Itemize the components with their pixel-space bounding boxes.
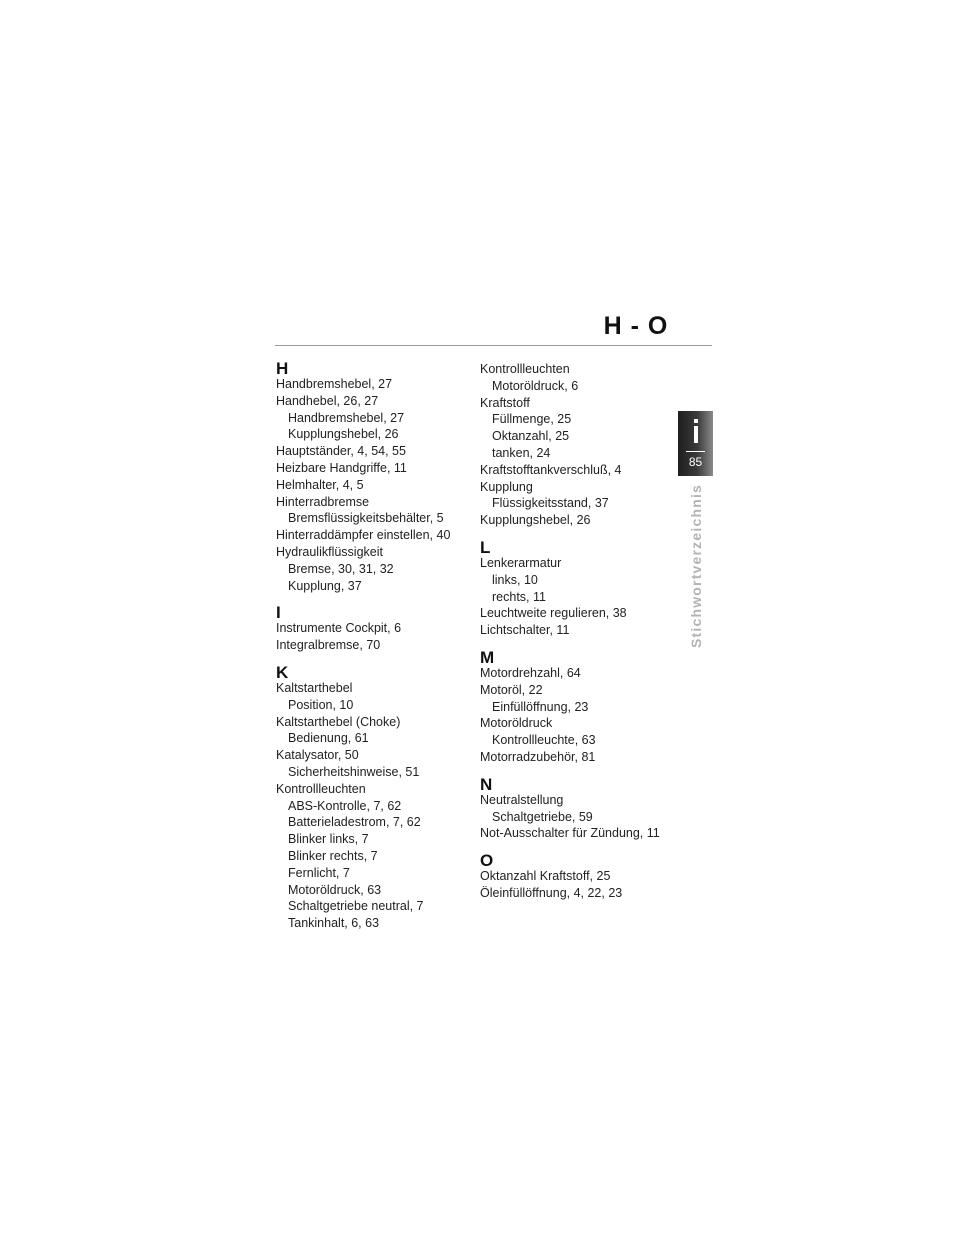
index-entry: Kontrollleuchten bbox=[276, 781, 366, 796]
index-entry: Instrumente Cockpit, 6 bbox=[276, 621, 402, 636]
index-group bbox=[276, 361, 476, 594]
index-entry: Not-Ausschalter für Zündung, 11 bbox=[480, 826, 660, 841]
index-entry: Hauptständer, 4, 54, 55 bbox=[276, 444, 406, 459]
index-subentry: Kupplung, 37 bbox=[288, 578, 362, 593]
index-subentry: Kontrollleuchte, 63 bbox=[492, 733, 596, 748]
index-subentry: Blinker rechts, 7 bbox=[288, 848, 378, 863]
index-subentry: Blinker links, 7 bbox=[288, 832, 369, 847]
index-column-right bbox=[480, 361, 690, 913]
index-entry: Motoröldruck bbox=[480, 716, 553, 731]
index-subentry: Schaltgetriebe neutral, 7 bbox=[288, 899, 424, 914]
index-subentry: Motoröldruck, 63 bbox=[288, 882, 382, 897]
index-subentry: Schaltgetriebe, 59 bbox=[492, 809, 593, 824]
index-entry: Kupplung bbox=[480, 479, 533, 494]
index-subentry: rechts, 11 bbox=[492, 589, 546, 604]
index-subentry: Kupplungshebel, 26 bbox=[288, 427, 399, 442]
index-entry: Kaltstarthebel (Choke) bbox=[276, 714, 401, 729]
index-subentry: Bedienung, 61 bbox=[288, 731, 369, 746]
index-entry: Motordrehzahl, 64 bbox=[480, 665, 581, 680]
index-group bbox=[480, 361, 690, 529]
index-subentry: Bremsflüssigkeitsbehälter, 5 bbox=[288, 511, 444, 526]
index-entry: Öleinfüllöffnung, 4, 22, 23 bbox=[480, 885, 623, 900]
index-subentry: Fernlicht, 7 bbox=[288, 865, 350, 880]
index-entry: Leuchtweite regulieren, 38 bbox=[480, 606, 627, 621]
index-entry: Kraftstofftankverschluß, 4 bbox=[480, 462, 622, 477]
index-column-left bbox=[276, 361, 476, 943]
index-group bbox=[276, 605, 476, 654]
title-divider bbox=[275, 345, 712, 346]
index-entry: Motoröl, 22 bbox=[480, 682, 543, 697]
index-subentry: Bremse, 30, 31, 32 bbox=[288, 561, 394, 576]
index-entry: Neutralstellung bbox=[480, 792, 564, 807]
index-entry: Helmhalter, 4, 5 bbox=[276, 477, 364, 492]
index-letter-heading: I bbox=[276, 603, 281, 623]
index-subentry: tanken, 24 bbox=[492, 445, 551, 460]
index-entry: Katalysator, 50 bbox=[276, 748, 359, 763]
index-entry: Oktanzahl Kraftstoff, 25 bbox=[480, 869, 611, 884]
index-letter-heading: L bbox=[480, 537, 491, 557]
index-subentry: Füllmenge, 25 bbox=[492, 412, 572, 427]
index-entry: Hinterradbremse bbox=[276, 494, 370, 509]
index-entry: Hydraulikflüssigkeit bbox=[276, 544, 383, 559]
index-subentry: Motoröldruck, 6 bbox=[492, 378, 579, 393]
index-entry: Heizbare Handgriffe, 11 bbox=[276, 460, 407, 475]
index-subentry: Position, 10 bbox=[288, 697, 354, 712]
index-entry: Kaltstarthebel bbox=[276, 680, 353, 695]
section-side-label: Stichwortverzeichnis bbox=[688, 483, 704, 649]
index-group bbox=[480, 853, 690, 902]
index-entry: Kupplungshebel, 26 bbox=[480, 513, 591, 528]
index-letter-heading: M bbox=[480, 647, 495, 667]
index-subentry: Einfüllöffnung, 23 bbox=[492, 699, 589, 714]
index-subentry: links, 10 bbox=[492, 572, 538, 587]
index-group bbox=[480, 774, 690, 842]
index-entry: Handhebel, 26, 27 bbox=[276, 393, 379, 408]
index-entry: Handbremshebel, 27 bbox=[276, 377, 393, 391]
index-subentry: Tankinhalt, 6, 63 bbox=[288, 916, 380, 931]
index-group bbox=[276, 662, 476, 932]
index-entry: Lenkerarmatur bbox=[480, 555, 562, 570]
index-entry: Lichtschalter, 11 bbox=[480, 623, 570, 638]
index-letter-heading: K bbox=[276, 662, 289, 682]
index-entry: Kraftstoff bbox=[480, 395, 530, 410]
index-entry: Integralbremse, 70 bbox=[276, 638, 381, 653]
index-entry: Motorradzubehör, 81 bbox=[480, 749, 596, 764]
index-group bbox=[480, 537, 690, 639]
index-subentry: Oktanzahl, 25 bbox=[492, 429, 570, 444]
index-entry: Hinterraddämpfer einstellen, 40 bbox=[276, 528, 451, 543]
index-subentry: Batterieladestrom, 7, 62 bbox=[288, 815, 421, 830]
page-title: H - O bbox=[603, 312, 669, 340]
index-subentry: Sicherheitshinweise, 51 bbox=[288, 764, 420, 779]
page-number: 85 bbox=[688, 455, 703, 469]
index-subentry: Flüssigkeitsstand, 37 bbox=[492, 496, 609, 511]
index-subentry: Handbremshebel, 27 bbox=[288, 410, 405, 425]
index-subentry: ABS-Kontrolle, 7, 62 bbox=[288, 798, 402, 813]
index-letter-heading: O bbox=[480, 851, 494, 871]
index-letter-heading: N bbox=[480, 774, 493, 794]
index-group bbox=[480, 647, 690, 766]
index-letter-heading: H bbox=[276, 359, 289, 378]
index-entry: Kontrollleuchten bbox=[480, 362, 570, 376]
